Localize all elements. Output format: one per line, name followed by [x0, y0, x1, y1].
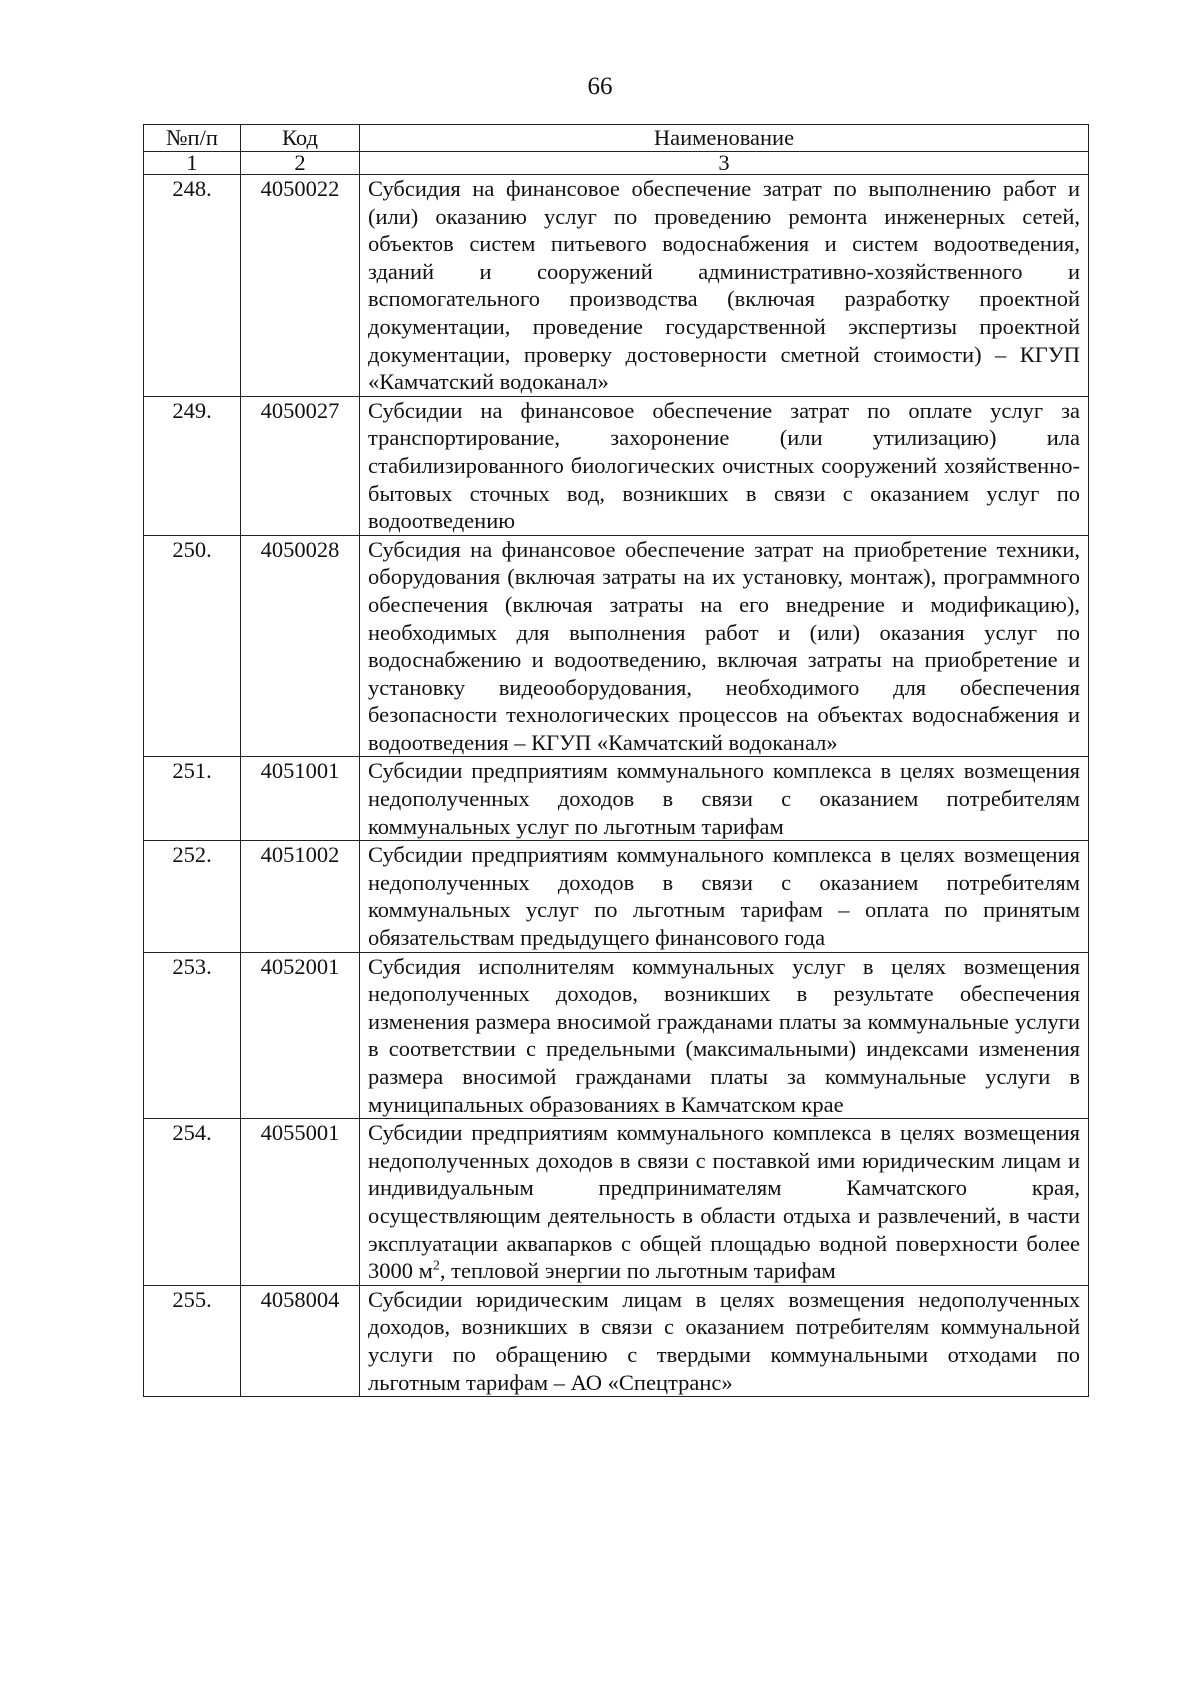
row-number: 255.: [144, 1285, 241, 1396]
row-number: 253.: [144, 952, 241, 1119]
row-number: 254.: [144, 1119, 241, 1286]
row-name: Субсидия исполнителям коммунальных услуг в целях возмещения недополученных доходов, возникших в результате обеспечения изменения размера вносимой гражданами платы за коммунальные услуги в соответствии с предельными (максимальными) индексами изменения размера вносимой гражданами платы за коммунальные услуги в муниципальных образованиях в Камчатском крае: [360, 952, 1089, 1119]
row-number: 249.: [144, 396, 241, 535]
column-index-row: [144, 152, 1089, 175]
row-code: 4051002: [241, 841, 360, 952]
row-code: 4050027: [241, 396, 360, 535]
row-code: 4058004: [241, 1285, 360, 1396]
row-name: [360, 1119, 1089, 1286]
page-number: 66: [587, 73, 613, 100]
row-number: 250.: [144, 535, 241, 757]
header-name: Наименование: [360, 125, 1089, 152]
row-code: 4050022: [241, 175, 360, 397]
row-code: 4052001: [241, 952, 360, 1119]
row-name: Субсидии юридическим лицам в целях возмещения недополученных доходов, возникших в связи с оказанием потребителям коммунальной услуги по обращению с твердыми коммунальными отходами по льготным тарифам – АО «Спецтранс»: [360, 1285, 1089, 1396]
header-code: Код: [241, 125, 360, 152]
row-name: Субсидия на финансовое обеспечение затрат на приобретение техники, оборудования (включая затраты на их установку, монтаж), программного обеспечения (включая затраты на его внедрение и модификацию), необходимых для выполнения работ и (или) оказания услуг по водоснабжению и водоотведению, включая затраты на приобретение и установку видеооборудования, необходимого для обеспечения безопасности технологических процессов на объектах водоснабжения и водоотведения – КГУП «Камчатский водоканал»: [360, 535, 1089, 757]
row-name: Субсидии на финансовое обеспечение затрат по оплате услуг за транспортирование, захоронение (или утилизацию) ила стабилизированного биологических очистных сооружений хозяйственно-бытовых сточных вод, возникших в связи с оказанием услуг по водоотведению: [360, 396, 1089, 535]
table-header-row: [144, 125, 1089, 152]
superscript-square: 2: [432, 1258, 440, 1274]
table-row: [144, 1285, 1089, 1396]
row-number: 248.: [144, 175, 241, 397]
column-index-1: 1: [144, 152, 241, 175]
row-code: 4051001: [241, 757, 360, 841]
row-name: Субсидии предприятиям коммунального комплекса в целях возмещения недополученных доходов в связи с оказанием потребителям коммунальных услуг по льготным тарифам – оплата по принятым обязательствам предыдущего финансового года: [360, 841, 1089, 952]
table-row: [144, 396, 1089, 535]
table-row: [144, 175, 1089, 397]
row-name-text: Субсидии предприятиям коммунального комплекса в целях возмещения недополученных доходов в связи с поставкой ими юридическим лицам и индивидуальным предпринимателям Камчатского края, осуществляющим деятельность в области отдыха и развлечений, в части эксплуатации аквапарков с общей площадью водной поверхности более 3000 м: [368, 1120, 1080, 1284]
row-name: Субсидии предприятиям коммунального комплекса в целях возмещения недополученных доходов в связи с оказанием потребителям коммунальных услуг по льготным тарифам: [360, 757, 1089, 841]
row-code: 4050028: [241, 535, 360, 757]
row-name: Субсидия на финансовое обеспечение затрат по выполнению работ и (или) оказанию услуг по проведению ремонта инженерных сетей, объектов систем питьевого водоснабжения и систем водоотведения, зданий и сооружений административно-хозяйственного и вспомогательного производства (включая разработку проектной документации, проведение государственной экспертизы проектной документации, проверку достоверности сметной стоимости) – КГУП «Камчатский водоканал»: [360, 175, 1089, 397]
row-number: 251.: [144, 757, 241, 841]
table-row: [144, 1119, 1089, 1286]
header-number: №п/п: [144, 125, 241, 152]
subsidy-codes-table: [143, 124, 1089, 1397]
row-code: 4055001: [241, 1119, 360, 1286]
table-row: [144, 757, 1089, 841]
column-index-2: 2: [241, 152, 360, 175]
column-index-3: 3: [360, 152, 1089, 175]
table-row: [144, 952, 1089, 1119]
table-row: [144, 841, 1089, 952]
table-row: [144, 535, 1089, 757]
row-number: 252.: [144, 841, 241, 952]
row-name-text-continued: , тепловой энергии по льготным тарифам: [439, 1258, 836, 1284]
